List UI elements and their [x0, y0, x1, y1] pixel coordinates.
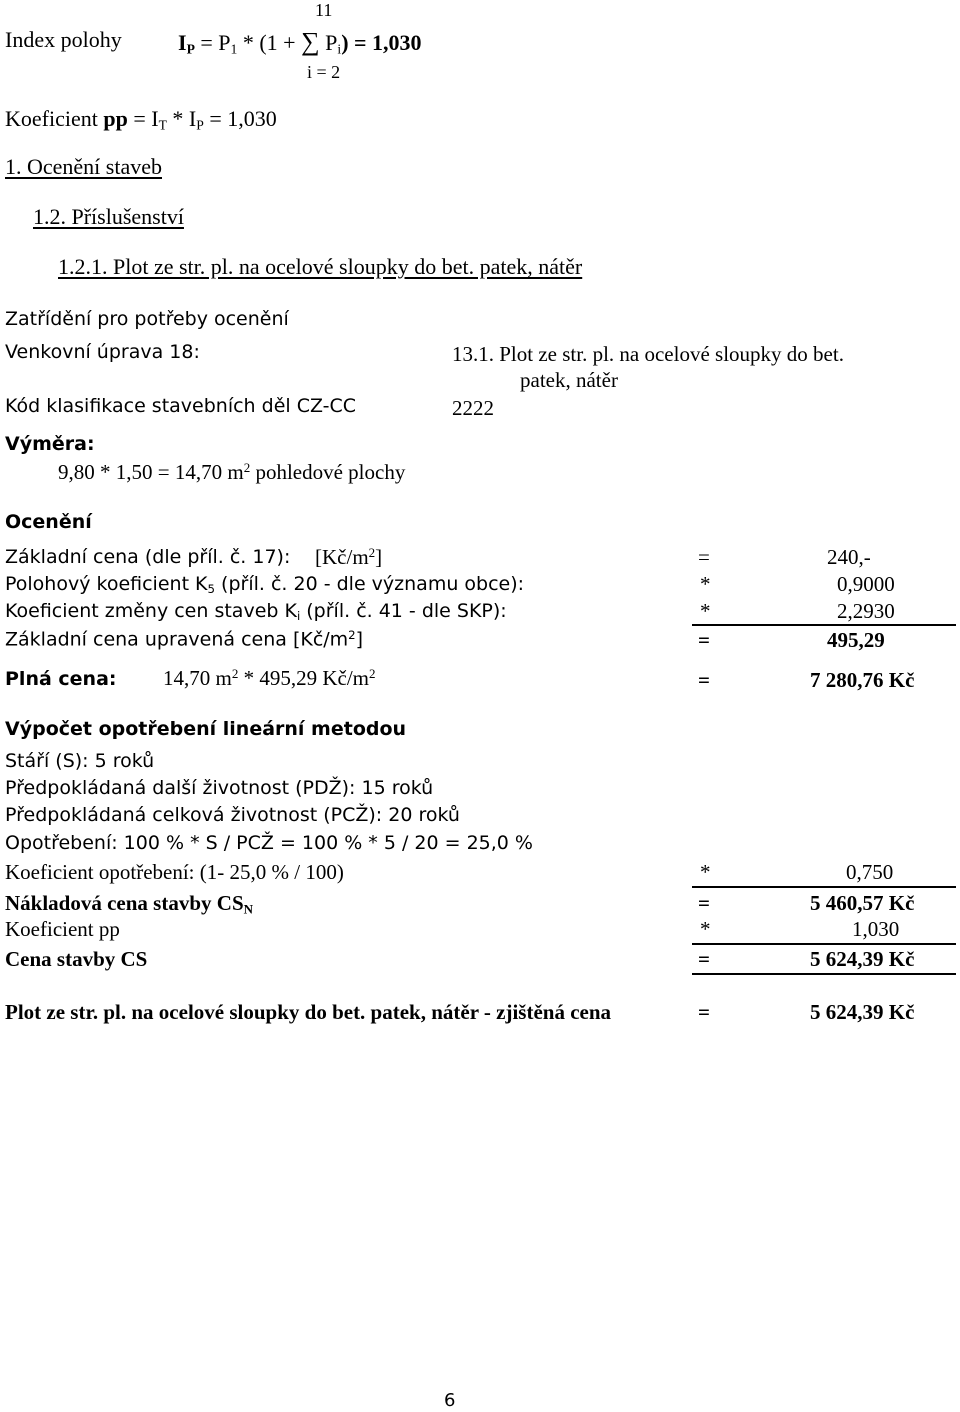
koef-pp-value: 1,030	[852, 917, 900, 941]
oceneni-title: Ocenění	[5, 511, 92, 533]
nakladova-cena-label	[5, 891, 253, 917]
plna-cena-calc-a-sup: 2	[231, 666, 239, 681]
stari-line: Stáří (S): 5 roků	[5, 750, 155, 772]
koef-pp-op: *	[700, 917, 711, 941]
nakladova-cena-text: Nákladová cena stavby CS	[5, 891, 244, 915]
plna-cena-op: =	[698, 668, 710, 692]
koef-opotrebeni-value: 0,750	[846, 860, 894, 884]
page-number: 6	[444, 1390, 456, 1411]
zakladni-cena-op: =	[698, 545, 710, 569]
vymera-calc	[58, 460, 405, 485]
plna-cena-calc-a: 14,70 m	[163, 666, 232, 691]
zjistena-cena-value: 5 624,39 Kč	[810, 1000, 915, 1024]
sigma-symbol: ∑	[301, 27, 320, 56]
koef-pp-ip: * I	[166, 106, 197, 131]
pdz-line: Předpokládaná další životnost (PDŽ): 15 roků	[5, 777, 434, 799]
formula-result: ) = 1,030	[341, 30, 422, 55]
unit-post: ]	[375, 545, 383, 570]
nakladova-cena-sub: N	[243, 901, 254, 917]
koef-pp-label: Koeficient pp	[5, 917, 120, 941]
zakladni-upravena-post: ]	[355, 628, 364, 651]
opotrebeni-formula: Opotřebení: 100 % * S / PCŽ = 100 % * 5 / 20 = 25,0 %	[5, 832, 533, 854]
vysledky-rule-1	[692, 886, 956, 888]
venkovni-uprava-label: Venkovní úprava 18:	[5, 341, 200, 363]
nakladova-cena-value: 5 460,57 Kč	[810, 891, 915, 915]
heading-oceneni-staveb: 1. Ocenění staveb	[5, 154, 162, 179]
polohovy-sub: 5	[207, 581, 216, 596]
koef-opotrebeni-label: Koeficient opotřebení: (1- 25,0 % / 100)	[5, 860, 344, 884]
zakladni-cena-unit	[315, 545, 382, 570]
unit-sup: 2	[368, 545, 376, 560]
koef-zmeny-pre: Koeficient změny cen staveb K	[5, 600, 297, 622]
koef-zmeny-cen-label	[5, 600, 507, 623]
koef-zmeny-cen-op: *	[700, 599, 711, 623]
polohovy-post: (příl. č. 20 - dle významu obce):	[215, 573, 525, 595]
vymera-calc-sup: 2	[243, 460, 251, 475]
cena-stavby-value: 5 624,39 Kč	[810, 947, 915, 971]
kod-klasifikace-label: Kód klasifikace stavebních děl CZ-CC	[5, 395, 357, 417]
koef-pp-it: = I	[127, 106, 159, 131]
polohovy-koef-op: *	[700, 572, 711, 596]
koef-pp-bold: pp	[103, 106, 128, 131]
zjistena-cena-op: =	[698, 1000, 710, 1024]
vymera-title: Výměra:	[5, 433, 95, 455]
nakladova-cena-op: =	[698, 891, 710, 915]
plna-cena-label: Plná cena:	[5, 668, 117, 690]
vymera-calc-suffix: pohledové plochy	[250, 460, 406, 485]
zakladni-upravena-sup: 2	[348, 628, 356, 642]
venkovni-uprava-value-1: 13.1. Plot ze str. pl. na ocelové sloupky do bet.	[452, 342, 844, 366]
sigma-lower-limit: i = 2	[307, 62, 341, 82]
sigma-upper-limit: 11	[315, 0, 333, 20]
polohovy-koef-label	[5, 573, 524, 596]
koeficient-pp-line	[5, 106, 277, 133]
heading-plot: 1.2.1. Plot ze str. pl. na ocelové sloupky do bet. patek, nátěr	[58, 254, 583, 279]
index-polohy-formula	[178, 27, 422, 57]
koef-pp-t-sub: T	[158, 117, 167, 133]
plna-cena-calc	[163, 666, 376, 691]
zakladni-upravena-pre: Základní cena upravená cena [Kč/m	[5, 628, 349, 651]
formula-ip: I	[178, 30, 187, 55]
polohovy-koef-value: 0,9000	[837, 572, 895, 596]
koef-opotrebeni-op: *	[700, 860, 711, 884]
zjistena-cena-label: Plot ze str. pl. na ocelové sloupky do bet. patek, nátěr - zjištěná cena	[5, 1000, 612, 1024]
venkovni-uprava-value-2: patek, nátěr	[520, 368, 618, 392]
unit-pre: [Kč/m	[315, 545, 369, 570]
formula-pi-sub: i	[337, 41, 342, 57]
koef-zmeny-post: (příl. č. 41 - dle SKP):	[300, 600, 507, 622]
vysledky-rule-3	[692, 973, 956, 975]
formula-p1: = P	[194, 30, 231, 55]
zakladni-upravena-label	[5, 628, 363, 650]
zatrideni-title: Zatřídění pro potřeby ocenění	[5, 308, 289, 330]
formula-p1-sub: 1	[230, 41, 238, 57]
cena-stavby-label: Cena stavby CS	[5, 947, 148, 971]
vysledky-rule-2	[692, 943, 956, 945]
zakladni-upravena-value: 495,29	[827, 628, 885, 652]
koef-zmeny-cen-value: 2,2930	[837, 599, 895, 623]
cena-stavby-op: =	[698, 947, 710, 971]
zakladni-cena-value: 240,-	[827, 545, 871, 569]
zakladni-upravena-op: =	[698, 628, 710, 652]
plna-cena-calc-b-sup: 2	[369, 666, 376, 681]
koef-zmeny-sub: i	[296, 608, 301, 623]
formula-mid: * (1 +	[237, 30, 302, 55]
oceneni-rule-1	[692, 624, 956, 626]
koef-pp-prefix: Koeficient	[5, 106, 104, 131]
opotrebeni-title: Výpočet opotřebení lineární metodou	[5, 718, 407, 740]
plna-cena-value: 7 280,76 Kč	[810, 668, 915, 692]
formula-pi: P	[319, 30, 338, 55]
pcz-line: Předpokládaná celková životnost (PCŽ): 20 roků	[5, 804, 460, 826]
heading-prislusenstvi: 1.2. Příslušenství	[33, 204, 184, 229]
plna-cena-calc-b: * 495,29 Kč/m	[238, 666, 370, 691]
polohovy-pre: Polohový koeficient K	[5, 573, 208, 595]
koef-pp-p-sub: P	[196, 117, 204, 133]
zakladni-cena-label: Základní cena (dle příl. č. 17):	[5, 546, 291, 568]
index-polohy-label: Index polohy	[5, 27, 122, 52]
kod-klasifikace-value: 2222	[452, 396, 494, 420]
koef-pp-value: = 1,030	[203, 106, 277, 131]
formula-ip-sub: P	[186, 41, 195, 57]
vymera-calc-prefix: 9,80 * 1,50 = 14,70 m	[58, 460, 244, 485]
